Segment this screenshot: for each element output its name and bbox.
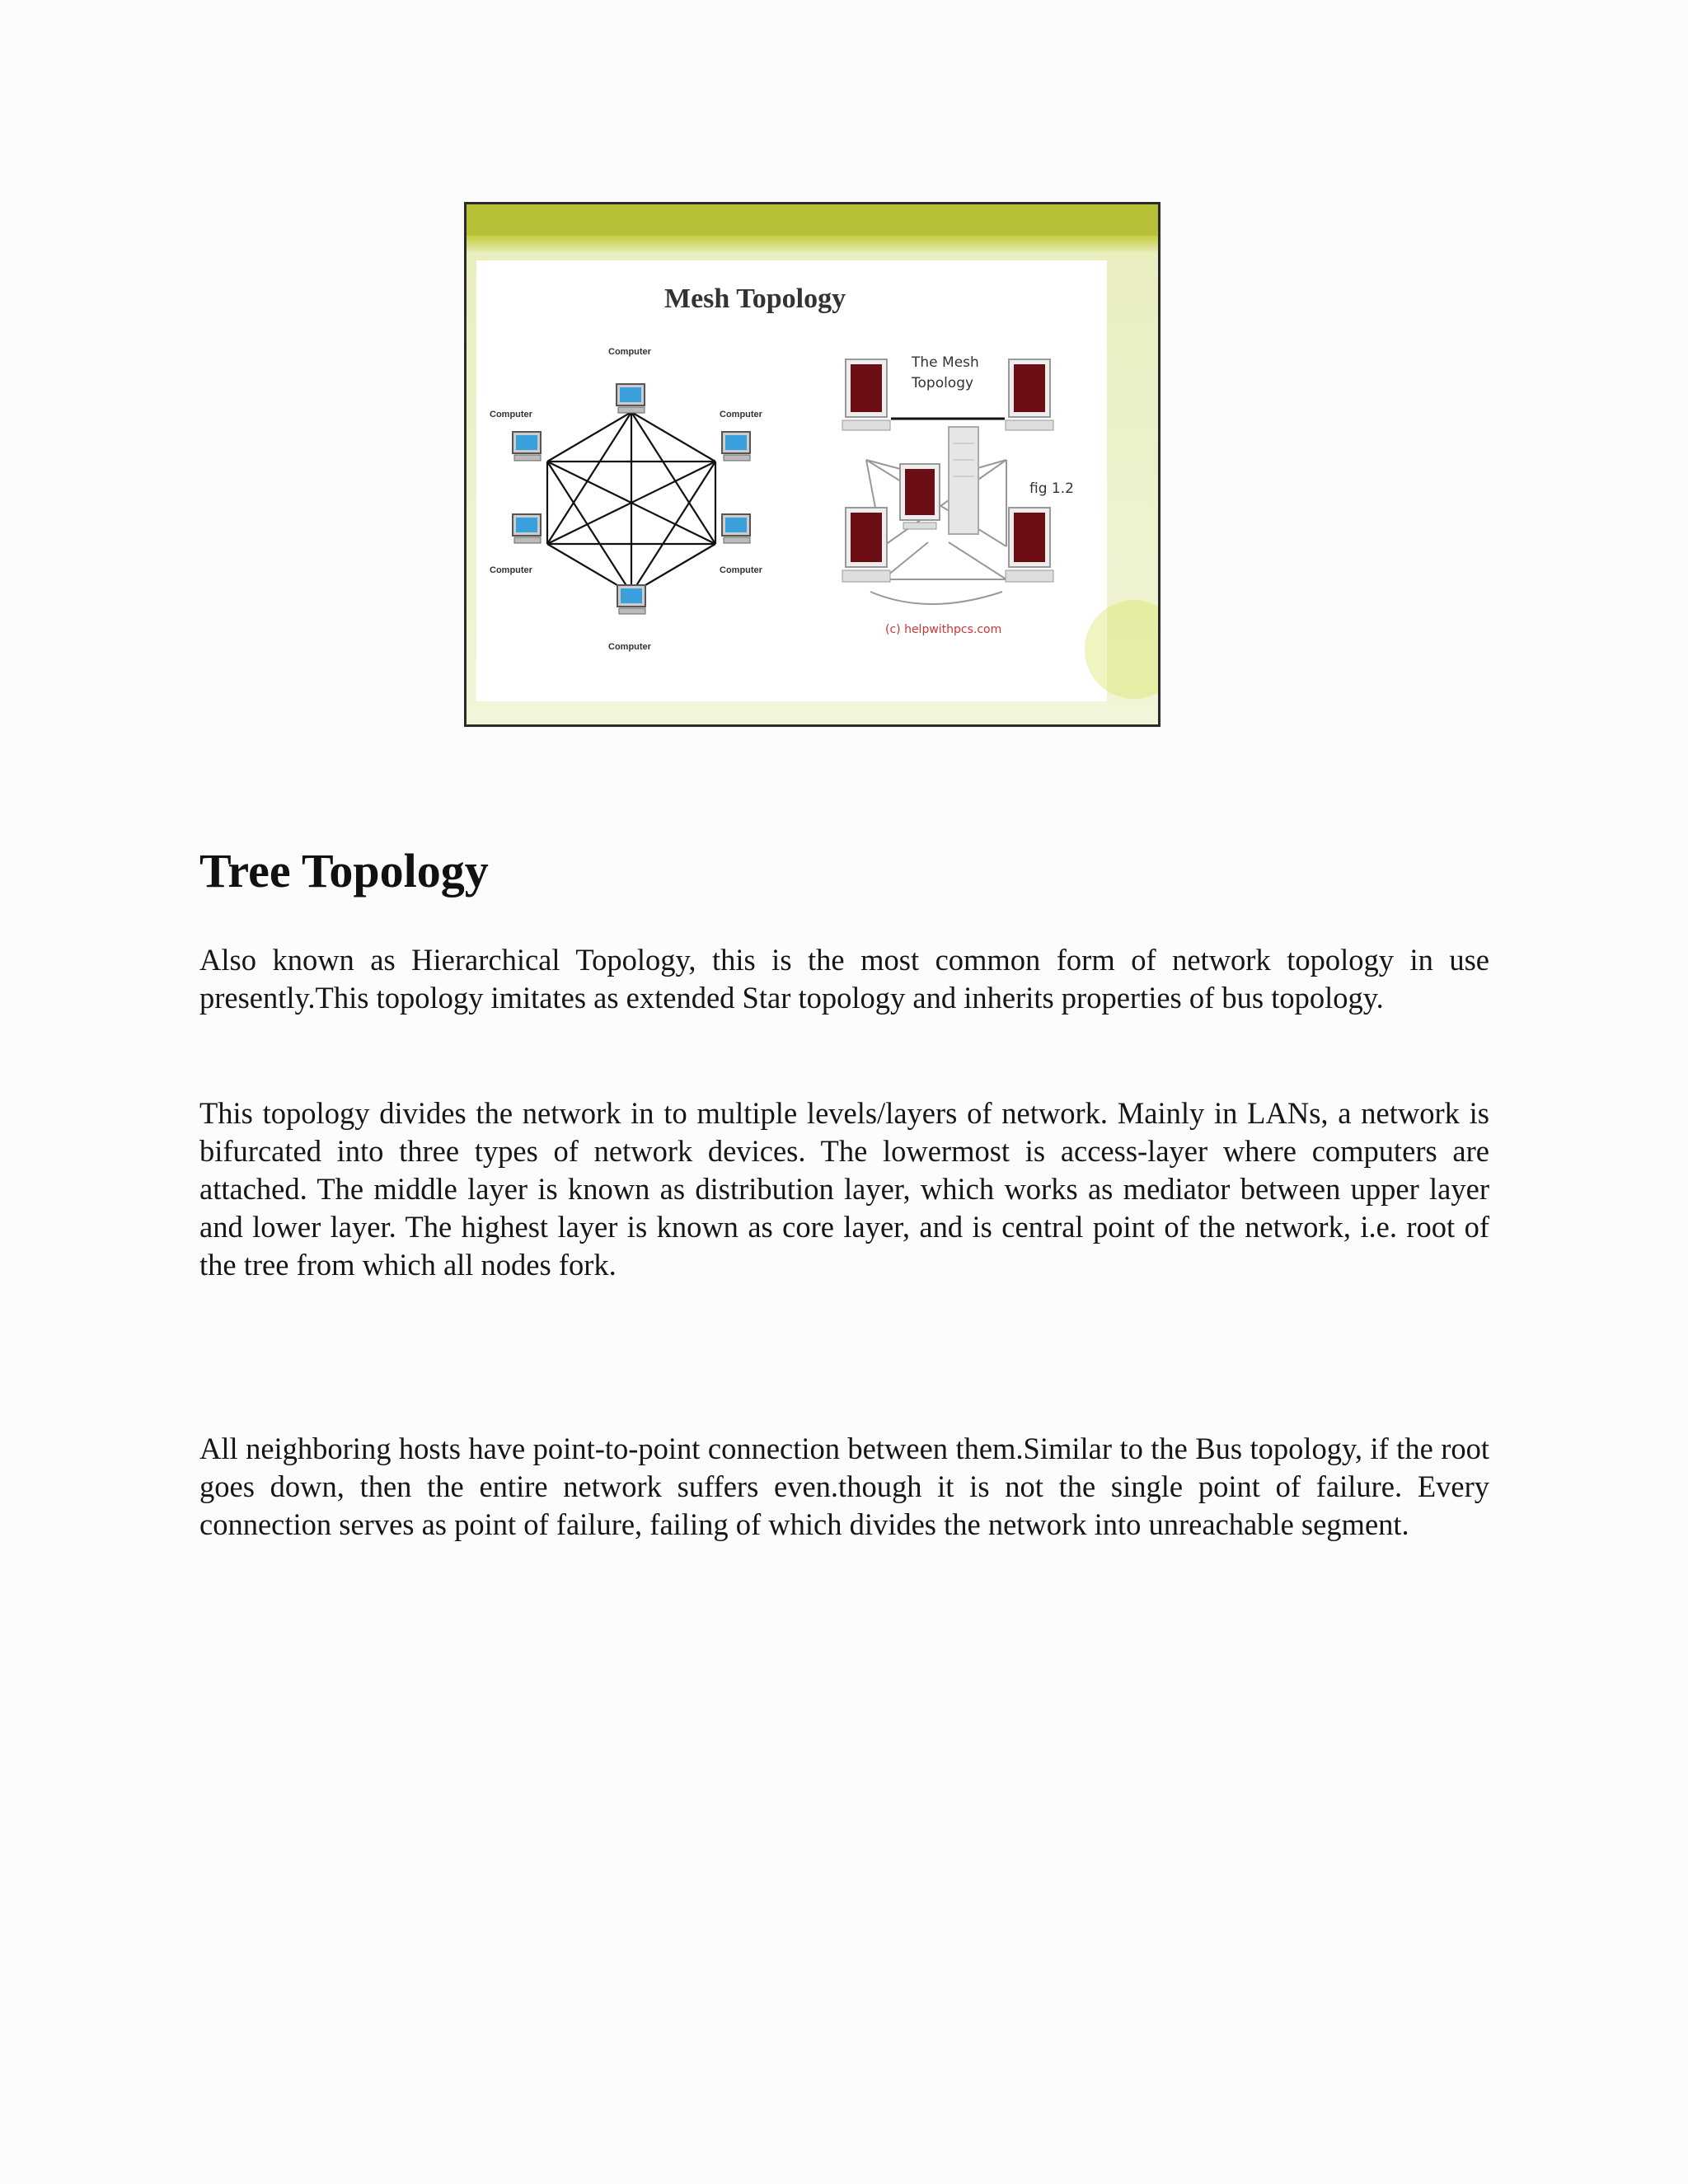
server-tower-icon <box>949 427 978 534</box>
right-diagram-title-line2: Topology <box>912 375 974 391</box>
computer-icon-lower-right <box>722 514 750 543</box>
section-heading: Tree Topology <box>199 844 489 898</box>
right-diagram-title-line1: The Mesh <box>912 354 979 371</box>
monitor-icon-top-left <box>842 359 890 430</box>
computer-label-bottom: Computer <box>608 642 651 652</box>
monitor-icon-center <box>900 464 940 529</box>
paragraph-layers: This topology divides the network in to multiple levels/layers of network. Mainly in LANs, a network is bifurcated into three types of network devices. The lowermost is access-layer where computers are attached. The middle layer is known as distribution layer, which works as mediator between upper layer and lower layer. The highest layer is known as core layer, and is central point of the network, i.e. root of the tree from which all nodes fork. <box>199 1096 1489 1282</box>
slide-top-stripe <box>467 204 1158 236</box>
paragraph-intro: Also known as Hierarchical Topology, this is the most common form of network topology in use presently.This topology imitates as extended Star topology and inherits properties of bus topology. <box>199 943 1489 1015</box>
computer-label-upper-right: Computer <box>720 410 762 419</box>
computer-label-upper-left: Computer <box>490 410 532 419</box>
computer-icon-lower-left <box>513 514 541 543</box>
computer-icon-upper-right <box>722 432 750 461</box>
left-mesh-links <box>547 412 715 593</box>
computer-icon-bottom <box>617 585 645 614</box>
computer-label-lower-left: Computer <box>490 565 532 575</box>
computer-label-lower-right: Computer <box>720 565 762 575</box>
paragraph-connections: All neighboring hosts have point-to-point connection between them.Similar to the Bus topology, if the root goes down, then the entire network suffers even.though it is not the single point of failure. Every connection serves as point of failure, failing of which divides the network into unreachable segment. <box>199 1432 1489 1541</box>
computer-label-top: Computer <box>608 347 651 357</box>
monitor-icon-bottom-left <box>842 508 890 582</box>
slide-corner-glow <box>1085 600 1158 699</box>
copyright-label: (c) helpwithpcs.com <box>885 623 1002 636</box>
computer-icon-top <box>617 384 645 413</box>
monitor-icon-bottom-right <box>1006 508 1053 582</box>
figure-title: Mesh Topology <box>664 284 846 314</box>
mesh-diagram <box>467 204 1158 724</box>
mesh-topology-figure <box>464 202 1160 727</box>
fig-number-label: fig 1.2 <box>1029 480 1074 497</box>
monitor-icon-top-right <box>1006 359 1053 430</box>
computer-icon-upper-left <box>513 432 541 461</box>
